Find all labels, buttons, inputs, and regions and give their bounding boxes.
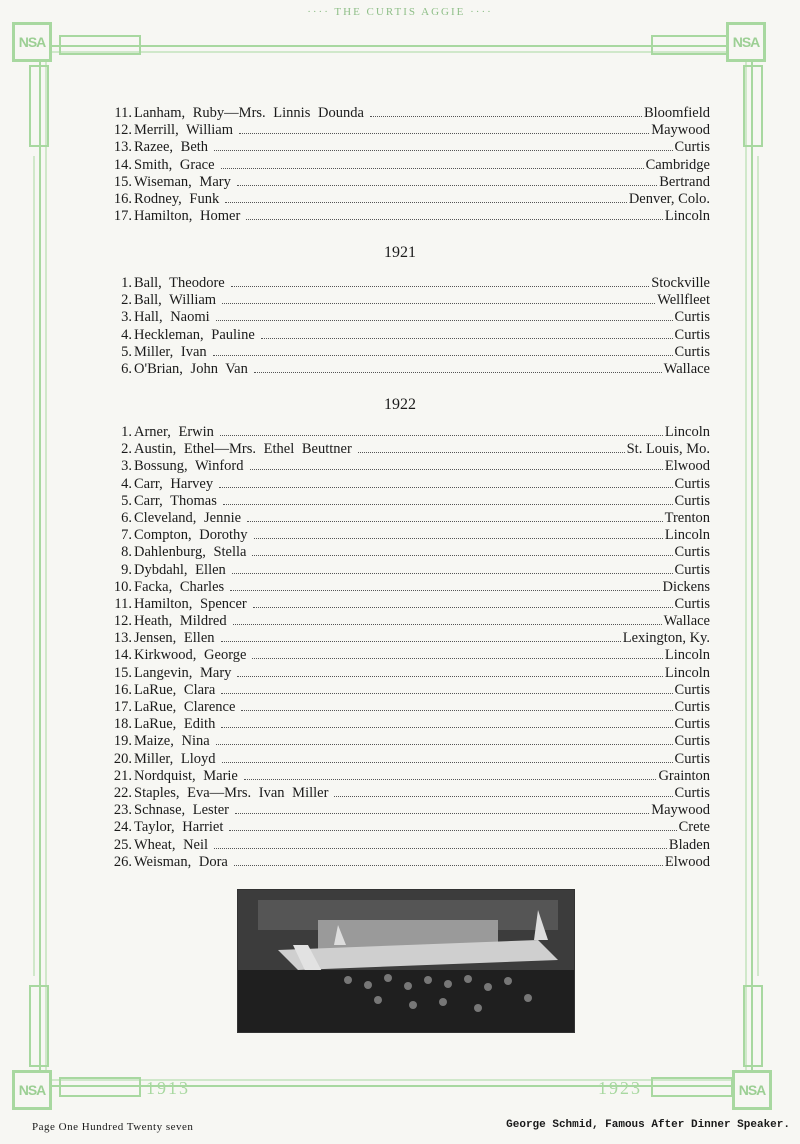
entry-number: 5.	[121, 492, 132, 509]
entry-name: Dahlenburg, Stella	[134, 544, 247, 561]
entry-location: Lincoln	[664, 208, 710, 225]
dot-leader	[246, 219, 663, 220]
dot-leader	[222, 762, 673, 763]
entry-location: Cambridge	[645, 156, 710, 173]
list-item	[90, 424, 710, 441]
dot-leader	[216, 320, 673, 321]
entry-number: 9.	[121, 561, 132, 578]
entry-number: 4.	[121, 326, 132, 343]
list-item	[90, 716, 710, 733]
entry-location: Curtis	[674, 681, 710, 698]
entry-location: Curtis	[674, 492, 710, 509]
entry-number: 12.	[113, 613, 132, 630]
entry-name: Austin, Ethel—Mrs. Ethel Beuttner	[134, 441, 352, 458]
entry-location: Lexington, Ky.	[622, 630, 710, 647]
entry-location: Denver, Colo.	[628, 190, 710, 207]
entry-name: Arner, Erwin	[134, 424, 214, 440]
entry-number: 14.	[113, 647, 132, 664]
list-item	[90, 768, 710, 785]
list-item	[90, 544, 710, 561]
entry-location: Wallace	[663, 613, 710, 630]
dot-leader	[225, 202, 627, 203]
dot-leader	[237, 185, 657, 186]
entry-number: 11.	[114, 595, 132, 612]
running-header	[0, 6, 800, 18]
entry-name: Kirkwood, George	[134, 647, 247, 664]
entry-number: 4.	[121, 475, 132, 492]
entry-location: Bertrand	[659, 173, 710, 190]
entry-name: Hall, Naomi	[134, 309, 210, 326]
dot-leader	[213, 355, 673, 356]
list-item	[90, 854, 710, 871]
dot-leader	[231, 286, 649, 287]
alumni-list-1921	[90, 275, 710, 378]
entry-name: Hamilton, Spencer	[134, 595, 247, 612]
entry-number: 16.	[113, 190, 132, 207]
entry-number: 3.	[121, 309, 132, 326]
list-item	[90, 275, 710, 292]
entry-number: 11.	[114, 105, 132, 121]
list-item	[90, 579, 710, 596]
entry-name: Heath, Mildred	[134, 613, 227, 630]
entry-location: Curtis	[674, 544, 710, 561]
entry-name: Hamilton, Homer	[134, 208, 241, 225]
list-item	[90, 699, 710, 716]
list-item	[90, 174, 710, 191]
dot-leader	[370, 116, 642, 117]
list-item	[90, 751, 710, 768]
monogram-top-right: NSA	[726, 22, 766, 62]
entry-location: Curtis	[674, 750, 710, 767]
entry-location: Maywood	[651, 802, 710, 819]
dot-leader	[222, 303, 655, 304]
crowd-photo-illustration	[238, 890, 574, 1032]
entry-name: Miller, Ivan	[134, 343, 207, 360]
entry-number: 5.	[121, 343, 132, 360]
entry-location: Curtis	[674, 716, 710, 733]
list-item	[90, 458, 710, 475]
entry-number: 12.	[113, 122, 132, 139]
list-item	[90, 476, 710, 493]
dot-leader	[334, 796, 672, 797]
entry-name: Taylor, Harriet	[134, 819, 224, 836]
dot-leader	[221, 693, 672, 694]
dot-leader	[214, 848, 667, 849]
entry-location: St. Louis, Mo.	[626, 441, 710, 458]
list-item	[90, 208, 710, 225]
dot-leader	[250, 469, 663, 470]
entry-location: Curtis	[674, 699, 710, 715]
entry-location: Elwood	[664, 458, 710, 475]
dot-leader	[358, 452, 625, 453]
dot-leader	[252, 658, 662, 659]
entry-number: 1.	[121, 424, 132, 440]
dot-leader	[261, 338, 673, 339]
list-item	[90, 493, 710, 510]
frame-year-right: 1923	[598, 1078, 642, 1098]
entry-number: 15.	[113, 664, 132, 681]
dot-leader	[247, 521, 663, 522]
entry-location: Wellfleet	[657, 292, 710, 309]
entry-number: 17.	[113, 208, 132, 225]
list-item	[90, 613, 710, 630]
list-item	[90, 596, 710, 613]
entry-location: Curtis	[674, 561, 710, 578]
entry-name: Weisman, Dora	[134, 853, 228, 870]
entry-location: Curtis	[674, 343, 710, 360]
dot-leader	[232, 573, 673, 574]
entry-number: 14.	[113, 156, 132, 173]
entry-number: 19.	[113, 733, 132, 750]
entry-name: Facka, Charles	[134, 578, 225, 595]
entry-location: Lincoln	[664, 527, 710, 544]
entry-name: LaRue, Clarence	[134, 699, 236, 715]
list-item	[90, 562, 710, 579]
entry-number: 7.	[121, 527, 132, 544]
dot-leader	[253, 607, 673, 608]
entry-name: Schnase, Lester	[134, 802, 229, 819]
dot-leader	[241, 710, 672, 711]
entry-location: Curtis	[674, 139, 710, 156]
entry-name: Langevin, Mary	[134, 664, 232, 681]
entry-number: 6.	[121, 360, 132, 377]
dot-leader	[254, 538, 663, 539]
entry-location: Trenton	[664, 509, 710, 526]
entry-number: 17.	[113, 699, 132, 715]
entry-number: 6.	[121, 509, 132, 526]
frame-year-left: 1913	[146, 1078, 190, 1098]
entry-name: Razee, Beth	[134, 139, 209, 156]
entry-name: Heckleman, Pauline	[134, 326, 255, 343]
entry-location: Lincoln	[664, 664, 710, 681]
section-year-1921: 1921	[384, 244, 416, 261]
list-item	[90, 682, 710, 699]
list-item	[90, 785, 710, 802]
monogram-top-left: NSA	[12, 22, 52, 62]
dot-leader	[229, 830, 676, 831]
list-item	[90, 157, 710, 174]
entry-location: Stockville	[651, 275, 710, 291]
list-item	[90, 139, 710, 156]
entry-number: 3.	[121, 458, 132, 475]
dot-leader	[235, 813, 649, 814]
entry-name: Merrill, William	[134, 122, 233, 139]
entry-number: 26.	[113, 853, 132, 870]
entry-name: LaRue, Edith	[134, 716, 216, 733]
dot-leader	[233, 624, 662, 625]
entry-name: Compton, Dorothy	[134, 527, 248, 544]
list-item	[90, 733, 710, 750]
entry-location: Bladen	[668, 836, 710, 853]
monogram-bottom-right: NSA	[732, 1070, 772, 1110]
list-item	[90, 819, 710, 836]
dot-leader	[244, 779, 657, 780]
entry-number: 16.	[113, 681, 132, 698]
entry-name: Staples, Eva—Mrs. Ivan Miller	[134, 784, 329, 801]
entry-name: Wiseman, Mary	[134, 173, 231, 190]
list-item	[90, 802, 710, 819]
dot-leader	[216, 744, 673, 745]
list-item	[90, 441, 710, 458]
entry-name: Ball, William	[134, 292, 217, 309]
entry-location: Curtis	[674, 309, 710, 326]
list-item	[90, 122, 710, 139]
entry-number: 8.	[121, 544, 132, 561]
entry-location: Curtis	[674, 784, 710, 801]
entry-location: Curtis	[674, 733, 710, 750]
entry-number: 25.	[113, 836, 132, 853]
list-item	[90, 327, 710, 344]
entry-number: 20.	[113, 750, 132, 767]
list-item	[90, 665, 710, 682]
dot-leader	[220, 435, 663, 436]
entry-number: 21.	[113, 767, 132, 784]
entry-name: Maize, Nina	[134, 733, 210, 750]
list-item	[90, 191, 710, 208]
alumni-list-1922	[90, 424, 710, 871]
entry-number: 1.	[121, 275, 132, 291]
entry-location: Crete	[678, 819, 710, 836]
entry-location: Curtis	[674, 475, 710, 492]
entry-location: Bloomfield	[643, 105, 710, 121]
dot-leader	[223, 504, 673, 505]
entry-name: Jensen, Ellen	[134, 630, 215, 647]
entry-number: 23.	[113, 802, 132, 819]
entry-location: Curtis	[674, 326, 710, 343]
list-item	[90, 510, 710, 527]
page-number: Page One Hundred Twenty seven	[32, 1121, 194, 1133]
entry-number: 24.	[113, 819, 132, 836]
entry-name: Miller, Lloyd	[134, 750, 216, 767]
list-item	[90, 527, 710, 544]
entry-number: 18.	[113, 716, 132, 733]
list-item	[90, 630, 710, 647]
entry-number: 2.	[121, 441, 132, 458]
section-year-1922: 1922	[384, 396, 416, 413]
entry-location: Elwood	[664, 853, 710, 870]
entry-location: Wallace	[663, 360, 710, 377]
entry-number: 22.	[113, 784, 132, 801]
entry-location: Curtis	[674, 595, 710, 612]
photo-caption: George Schmid, Famous After Dinner Speaker.	[506, 1119, 790, 1131]
list-item	[90, 647, 710, 664]
entry-location: Maywood	[651, 122, 710, 139]
entry-number: 13.	[113, 139, 132, 156]
entry-number: 15.	[113, 173, 132, 190]
entry-name: Wheat, Neil	[134, 836, 209, 853]
header-title: THE CURTIS AGGIE	[334, 6, 466, 18]
entry-name: Bossung, Winford	[134, 458, 244, 475]
dot-leader	[239, 133, 649, 134]
entry-name: Lanham, Ruby—Mrs. Linnis Dounda	[134, 105, 364, 121]
entry-name: Dybdahl, Ellen	[134, 561, 226, 578]
dot-leader	[221, 641, 621, 642]
entry-name: Ball, Theodore	[134, 275, 225, 291]
entry-name: Smith, Grace	[134, 156, 215, 173]
entry-name: Carr, Thomas	[134, 492, 217, 509]
dot-leader	[234, 865, 663, 866]
entry-location: Lincoln	[664, 647, 710, 664]
entry-location: Grainton	[658, 767, 710, 784]
entry-name: Carr, Harvey	[134, 475, 214, 492]
entry-location: Lincoln	[664, 424, 710, 440]
entry-number: 13.	[113, 630, 132, 647]
entry-name: LaRue, Clara	[134, 681, 216, 698]
header-ornament-left: ····	[307, 6, 330, 18]
entry-name: Rodney, Funk	[134, 190, 220, 207]
crowd-photo	[237, 889, 575, 1033]
list-item	[90, 361, 710, 378]
dot-leader	[230, 590, 660, 591]
dot-leader	[237, 676, 662, 677]
list-item	[90, 105, 710, 122]
list-item	[90, 344, 710, 361]
entry-number: 2.	[121, 292, 132, 309]
entry-number: 10.	[113, 578, 132, 595]
dot-leader	[219, 487, 672, 488]
alumni-list-continued	[90, 105, 710, 225]
dot-leader	[221, 727, 672, 728]
list-item	[90, 837, 710, 854]
dot-leader	[214, 150, 672, 151]
list-item	[90, 309, 710, 326]
dot-leader	[254, 372, 662, 373]
header-ornament-right: ····	[470, 6, 493, 18]
entry-location: Dickens	[662, 578, 710, 595]
entry-name: Nordquist, Marie	[134, 767, 238, 784]
list-item	[90, 292, 710, 309]
entry-name: Cleveland, Jennie	[134, 509, 242, 526]
monogram-bottom-left: NSA	[12, 1070, 52, 1110]
dot-leader	[221, 168, 644, 169]
entry-name: O'Brian, John Van	[134, 360, 248, 377]
dot-leader	[252, 555, 672, 556]
